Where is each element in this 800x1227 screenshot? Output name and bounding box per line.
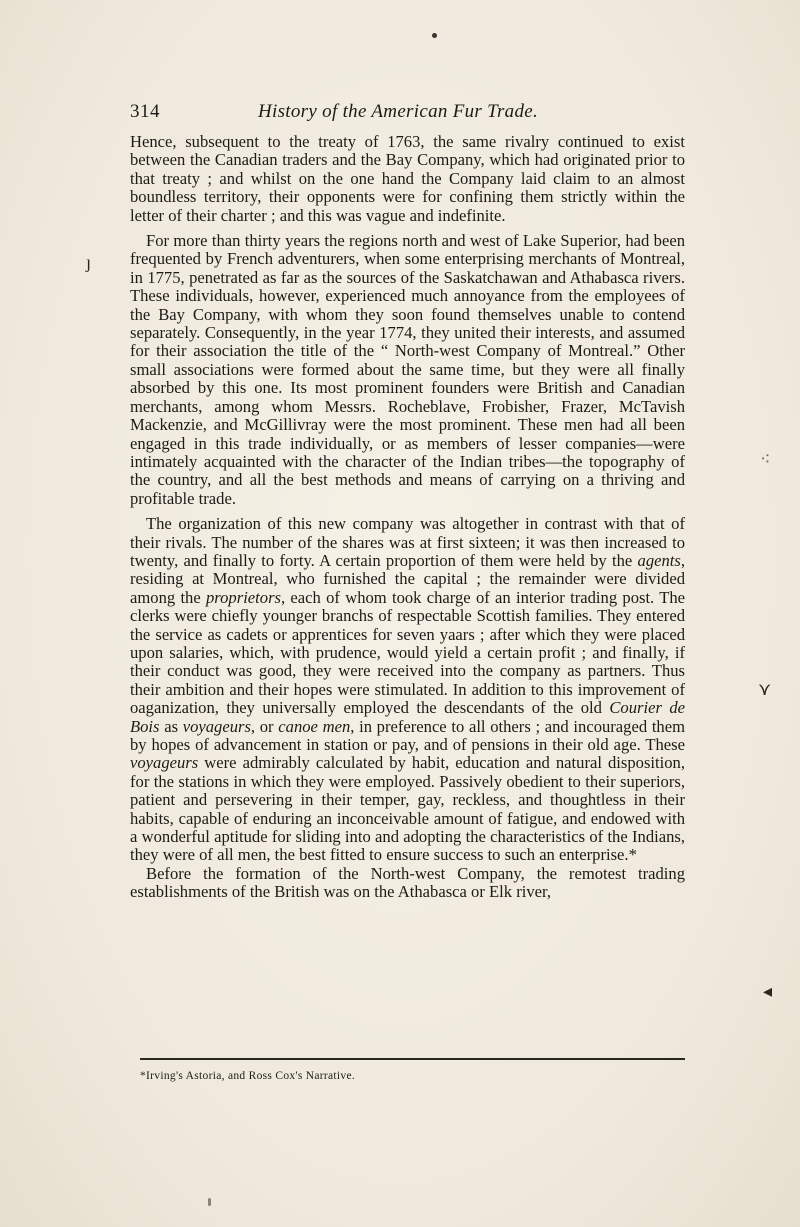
voyageurs-term-2: voyageurs — [130, 753, 199, 773]
voyageurs-term: voyageurs — [182, 716, 251, 736]
running-title: History of the American Fur Trade. — [258, 101, 539, 122]
agents-term: agents — [637, 550, 681, 570]
margin-mark-right-2: ⋎ — [758, 679, 772, 699]
page-number: 314 — [130, 101, 160, 122]
ink-speck — [432, 33, 437, 38]
margin-mark-right-3: ◂ — [763, 981, 773, 1001]
margin-mark-right-1: ⁖ — [760, 449, 771, 469]
ink-speck-2 — [208, 1198, 211, 1206]
proprietors-term: proprietors — [206, 587, 281, 607]
paragraph-northwest-company: For more than thirty years the regions north and west of Lake Superior, had been frequented by French adventurers, when some enterprising merchants of Montreal, in 1775, penetrated as far as the sources of the Saskatchawan and Athabasca rivers. These individuals, however, experienced much annoyance from the employees of the Bay Company, with whom they soon found themselves unable to contend separately. Consequently, in the year 1774, they united their interests, and assumed for their association the title of the “ North-west Company of Montreal.” Other small associations were formed about the same time, but they were all finally absorbed by this one. Its most prominent founders were British and Canadian merchants, among whom Messrs. Rocheblave, Frobisher, Frazer, McTavish Mackenzie, and McGillivray were the most prominent. These men had all been engaged in this trade individually, or as members of lesser companies—were intimately acquainted with the character of the Indian tribes—the topography of the country, and all the best methods and means of carrying on a thriving and profitable trade. — [130, 231, 685, 508]
paragraph-organization: The organization of this new company was altogether in contrast with that of their rivals. The number of the shares was at first sixteen; it was then increased to twenty, and finally to forty. A certain proportion of them were held by the agents, residing at Montreal, who furnished the capital ; the remainder were divided among the proprietors, each of whom took charge of an interior trading post. The clerks were chiefly younger branchs of respectable Scottish families. They entered the service as cadets or apprentices for seven yaars ; after which they were placed upon salaries, which, with prudence, would yield a certain profit ; and finally, if their conduct was good, they were received into the company as partners. Thus their ambition and their hopes were stimulated. In addition to this improvement of oaganization, they universally employed the descendants of the old Courier de Bois as voyageurs, or canoe men, in preference to all others ; and incouraged them by hopes of advancement in station or pay, and of pensions in their old age. These voyageurs were admirably calculated by habit, education and natural disposition, for the stations in which they were employed. Passively obedient to their superiors, patient and persevering in their temper, gay, reckless, and thoughtless in their habits, capable of enduring an inconceivable amount of fatigue, and endowed with a wonderful aptitude for sliding into and adopting the characteristics of the Indians, they were of all men, the best fitted to ensure success to such an enterprise.* — [130, 514, 685, 865]
paragraph-before-formation: Before the formation of the North-west Company, the remotest trading establishments of the British was on the Athabasca or Elk river, — [130, 863, 685, 902]
canoe-men-term: canoe men — [278, 716, 351, 736]
footnote-rule — [140, 1058, 685, 1060]
courier-term: Courier de Bois — [130, 698, 685, 736]
page-header — [130, 101, 682, 125]
body-text — [130, 133, 685, 902]
paragraph-treaty: Hence, subsequent to the treaty of 1763, the same rivalry continued to exist between the Canadian traders and the Bay Company, which had originated prior to that treaty ; and whilst on the one hand the Company laid claim to an almost boundless territory, their opponents were for confining them strictly within the letter of their charter ; and this was vague and indefinite. — [130, 132, 685, 225]
margin-mark-left: ȷ — [86, 252, 92, 272]
footnote: *Irving's Astoria, and Ross Cox's Narrative. — [140, 1070, 356, 1082]
